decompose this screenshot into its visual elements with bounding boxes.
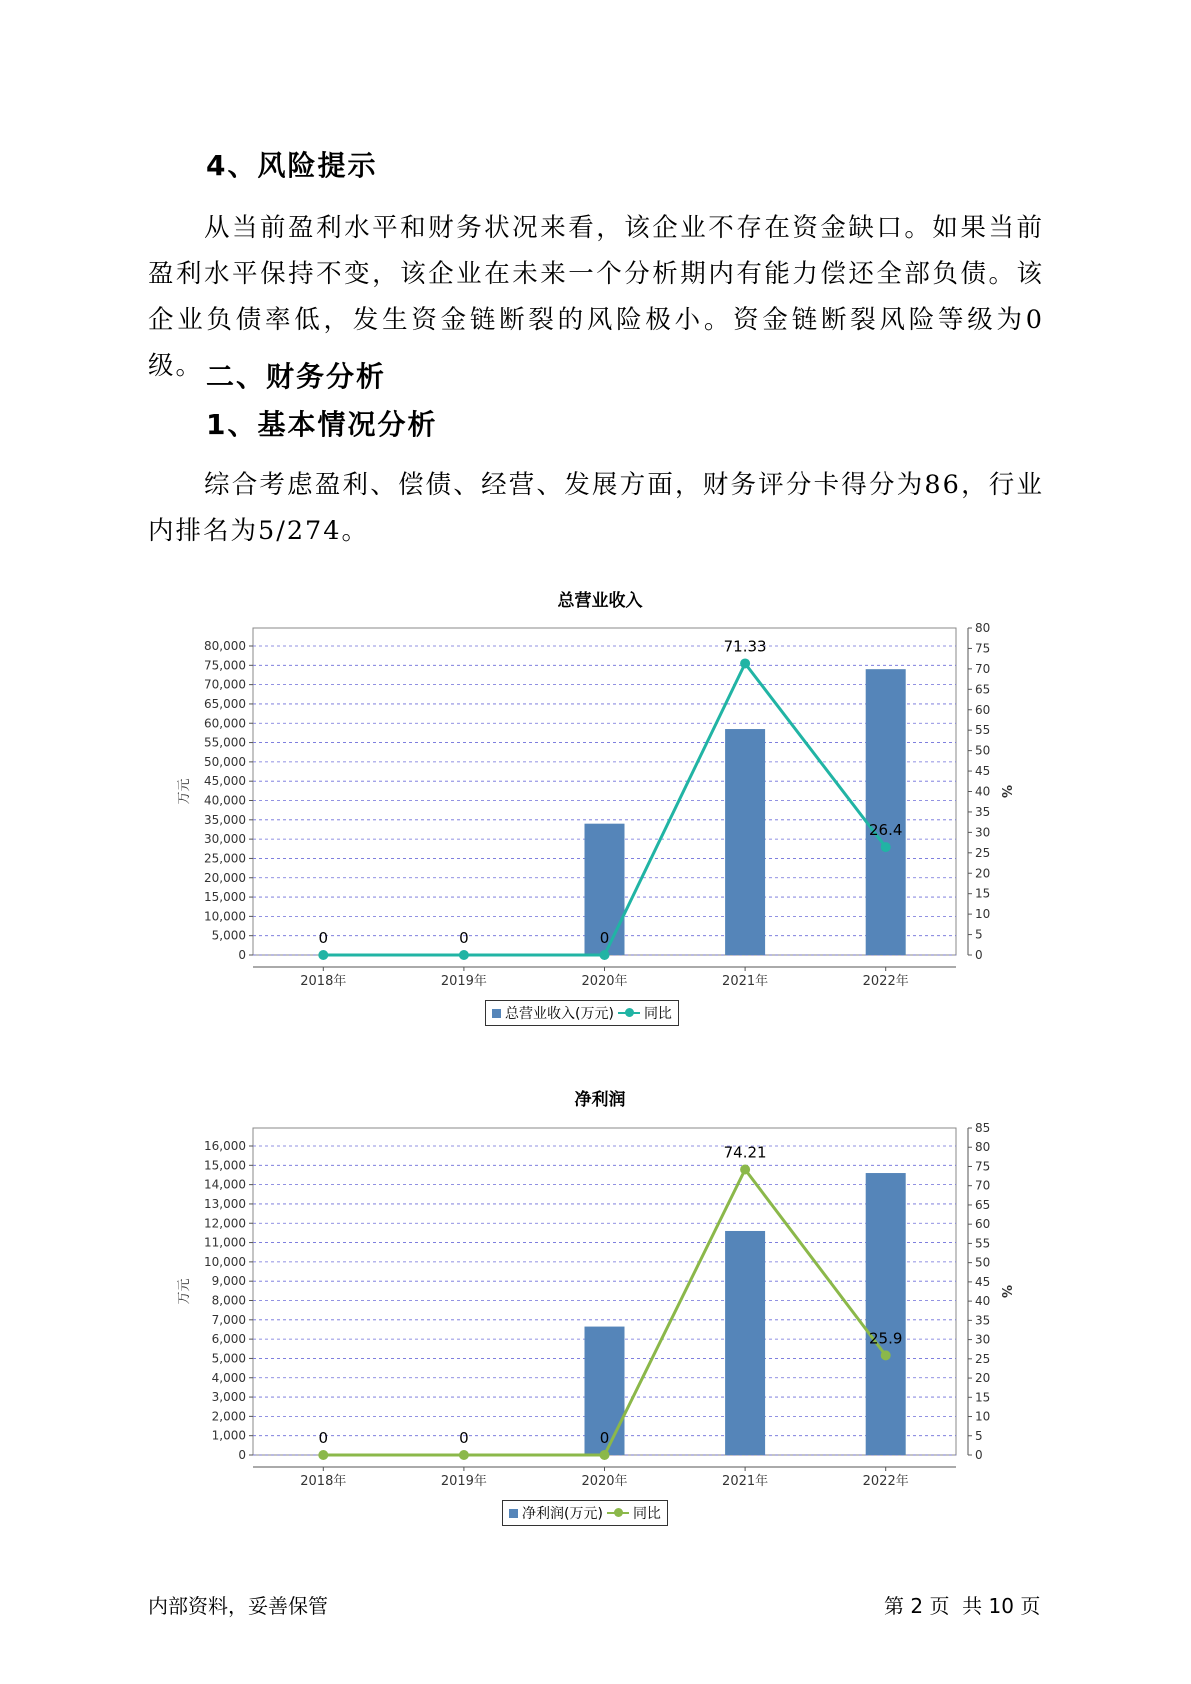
line-point	[600, 950, 610, 960]
y2-tick-label: 15	[975, 1390, 991, 1405]
y2-tick-label: 70	[975, 1178, 991, 1193]
y-tick-label: 4,000	[211, 1370, 246, 1385]
y-tick-label: 70,000	[204, 677, 246, 692]
y-tick-label: 7,000	[211, 1312, 246, 1327]
y2-tick-label: 70	[975, 661, 991, 676]
y2-tick-label: 50	[975, 743, 991, 758]
y2-tick-label: 5	[975, 1428, 983, 1443]
x-tick-label: 2018年	[300, 1474, 347, 1489]
x-tick-label: 2020年	[581, 1474, 628, 1489]
bar	[866, 1173, 906, 1455]
legend-line-swatch	[607, 1512, 629, 1514]
y-tick-label: 75,000	[204, 658, 246, 673]
line-point	[740, 658, 750, 668]
legend-line-label: 同比	[632, 1506, 661, 1522]
x-tick-label: 2022年	[862, 1474, 909, 1489]
line-point	[459, 1450, 469, 1460]
y-tick-label: 14,000	[204, 1177, 246, 1192]
line-point	[740, 1165, 750, 1175]
y2-tick-label: 75	[975, 641, 991, 656]
y-tick-label: 25,000	[204, 851, 246, 866]
x-tick-label: 2019年	[440, 1474, 487, 1489]
y2-tick-label: 30	[975, 825, 991, 840]
section-heading-risk: 4、风险提示	[206, 149, 378, 182]
point-label: 0	[318, 929, 329, 947]
line-point	[318, 1450, 328, 1460]
y-tick-label: 1,000	[211, 1428, 246, 1443]
point-label: 0	[459, 1429, 469, 1447]
y-tick-label: 8,000	[211, 1293, 246, 1308]
y-tick-label: 6,000	[211, 1332, 246, 1347]
revenue-chart	[160, 610, 1030, 989]
y-tick-label: 50,000	[204, 754, 246, 769]
y2-tick-label: 40	[975, 784, 991, 799]
y-tick-label: 35,000	[204, 812, 246, 827]
point-label: 26.4	[868, 821, 903, 840]
y2-tick-label: 50	[975, 1255, 991, 1270]
y2-tick-label: 40	[975, 1294, 991, 1309]
y-tick-label: 3,000	[211, 1390, 246, 1405]
legend-bar-swatch	[509, 1509, 518, 1518]
y-tick-label: 12,000	[204, 1216, 246, 1231]
y2-tick-label: 65	[975, 1197, 991, 1212]
y2-tick-label: 20	[975, 866, 991, 881]
section-heading-basic: 1、基本情况分析	[206, 408, 438, 441]
legend-bar-label: 总营业收入(万元)	[505, 1006, 614, 1022]
y-axis-label: 万元	[177, 1278, 192, 1305]
y2-tick-label: 60	[975, 1217, 991, 1232]
y-tick-label: 16,000	[204, 1139, 246, 1153]
line-point	[881, 842, 891, 852]
legend-line-label: 同比	[643, 1006, 672, 1022]
y2-tick-label: 80	[975, 1140, 991, 1155]
x-tick-label: 2022年	[862, 974, 909, 989]
point-label: 0	[459, 929, 469, 947]
y-tick-label: 65,000	[204, 696, 246, 711]
y2-tick-label: 10	[975, 1409, 991, 1424]
y2-tick-label: 5	[975, 927, 983, 942]
line-point	[600, 1450, 610, 1460]
y-tick-label: 60,000	[204, 716, 246, 731]
y-tick-label: 15,000	[204, 1158, 246, 1173]
y2-tick-label: 35	[975, 804, 991, 819]
y2-tick-label: 55	[975, 1236, 991, 1251]
legend-line-swatch	[618, 1012, 640, 1014]
x-tick-label: 2021年	[722, 1474, 769, 1489]
y-tick-label: 0	[238, 1448, 246, 1462]
y2-tick-label: 60	[975, 702, 991, 717]
chart-title-net-profit: 净利润	[574, 1090, 626, 1110]
y-axis-label: 万元	[177, 778, 192, 805]
y2-axis-label: %	[998, 784, 1013, 799]
y2-tick-label: 35	[975, 1313, 991, 1328]
y-tick-label: 13,000	[204, 1196, 246, 1211]
y-tick-label: 80,000	[204, 639, 246, 653]
y2-tick-label: 25	[975, 1351, 991, 1366]
x-tick-label: 2019年	[440, 974, 487, 989]
point-label: 0	[599, 929, 610, 947]
y2-tick-label: 0	[975, 948, 983, 962]
y2-tick-label: 65	[975, 682, 991, 697]
y2-tick-label: 20	[975, 1371, 991, 1386]
x-tick-label: 2020年	[581, 974, 628, 989]
y-tick-label: 20,000	[204, 870, 246, 885]
point-label: 71.33	[723, 637, 767, 656]
y2-tick-label: 45	[975, 1274, 991, 1289]
point-label: 74.21	[723, 1143, 767, 1162]
bar	[866, 669, 906, 955]
y2-tick-label: 15	[975, 886, 991, 901]
y2-tick-label: 30	[975, 1332, 991, 1347]
revenue-chart-legend	[485, 1000, 679, 1026]
y2-axis-label: %	[998, 1284, 1013, 1299]
y-tick-label: 2,000	[211, 1409, 246, 1424]
y-tick-label: 10,000	[204, 1254, 246, 1269]
bar	[725, 1231, 765, 1455]
y-tick-label: 10,000	[204, 909, 246, 924]
y2-tick-label: 45	[975, 764, 991, 779]
net-profit-chart	[160, 1110, 1030, 1489]
x-tick-label: 2021年	[722, 974, 769, 989]
legend-bar-label: 净利润(万元)	[522, 1506, 603, 1522]
y-tick-label: 11,000	[204, 1235, 246, 1250]
y-tick-label: 40,000	[204, 793, 246, 808]
point-label: 0	[318, 1429, 329, 1447]
y2-tick-label: 55	[975, 723, 991, 738]
line-point	[459, 950, 469, 960]
line-point	[881, 1350, 891, 1360]
footer-page-number: 第 2 页 共 10 页	[884, 1594, 1041, 1618]
y2-tick-label: 25	[975, 845, 991, 860]
y-tick-label: 55,000	[204, 735, 246, 750]
y2-tick-label: 80	[975, 621, 991, 635]
point-label: 0	[599, 1429, 610, 1447]
net-profit-chart-legend	[502, 1500, 668, 1526]
y-tick-label: 15,000	[204, 890, 246, 905]
y-tick-label: 5,000	[211, 1351, 246, 1366]
y-tick-label: 45,000	[204, 774, 246, 789]
y2-tick-label: 75	[975, 1159, 991, 1174]
y-tick-label: 30,000	[204, 832, 246, 847]
footer-confidential: 内部资料，妥善保管	[148, 1594, 328, 1618]
section-heading-finance: 二、财务分析	[206, 360, 387, 393]
risk-paragraph: 从当前盈利水平和财务状况来看，该企业不存在资金缺口。如果当前盈利水平保持不变，该企业在未来一个分析期内有能力偿还全部负债。该企业负债率低，发生资金链断裂的风险极小。资金链断裂风险等级为0级。	[148, 213, 1044, 381]
y-tick-label: 5,000	[211, 928, 246, 943]
y2-tick-label: 85	[975, 1121, 991, 1135]
y2-tick-label: 10	[975, 907, 991, 922]
legend-bar-swatch	[492, 1009, 501, 1018]
basic-paragraph: 综合考虑盈利、偿债、经营、发展方面，财务评分卡得分为86，行业内排名为5/274。	[148, 470, 1044, 546]
y2-tick-label: 0	[975, 1448, 983, 1462]
bar	[725, 729, 765, 955]
x-tick-label: 2018年	[300, 974, 347, 989]
point-label: 25.9	[868, 1329, 903, 1348]
y-tick-label: 0	[238, 948, 246, 962]
chart-title-revenue: 总营业收入	[557, 591, 643, 611]
line-point	[318, 950, 328, 960]
y-tick-label: 9,000	[211, 1274, 246, 1289]
